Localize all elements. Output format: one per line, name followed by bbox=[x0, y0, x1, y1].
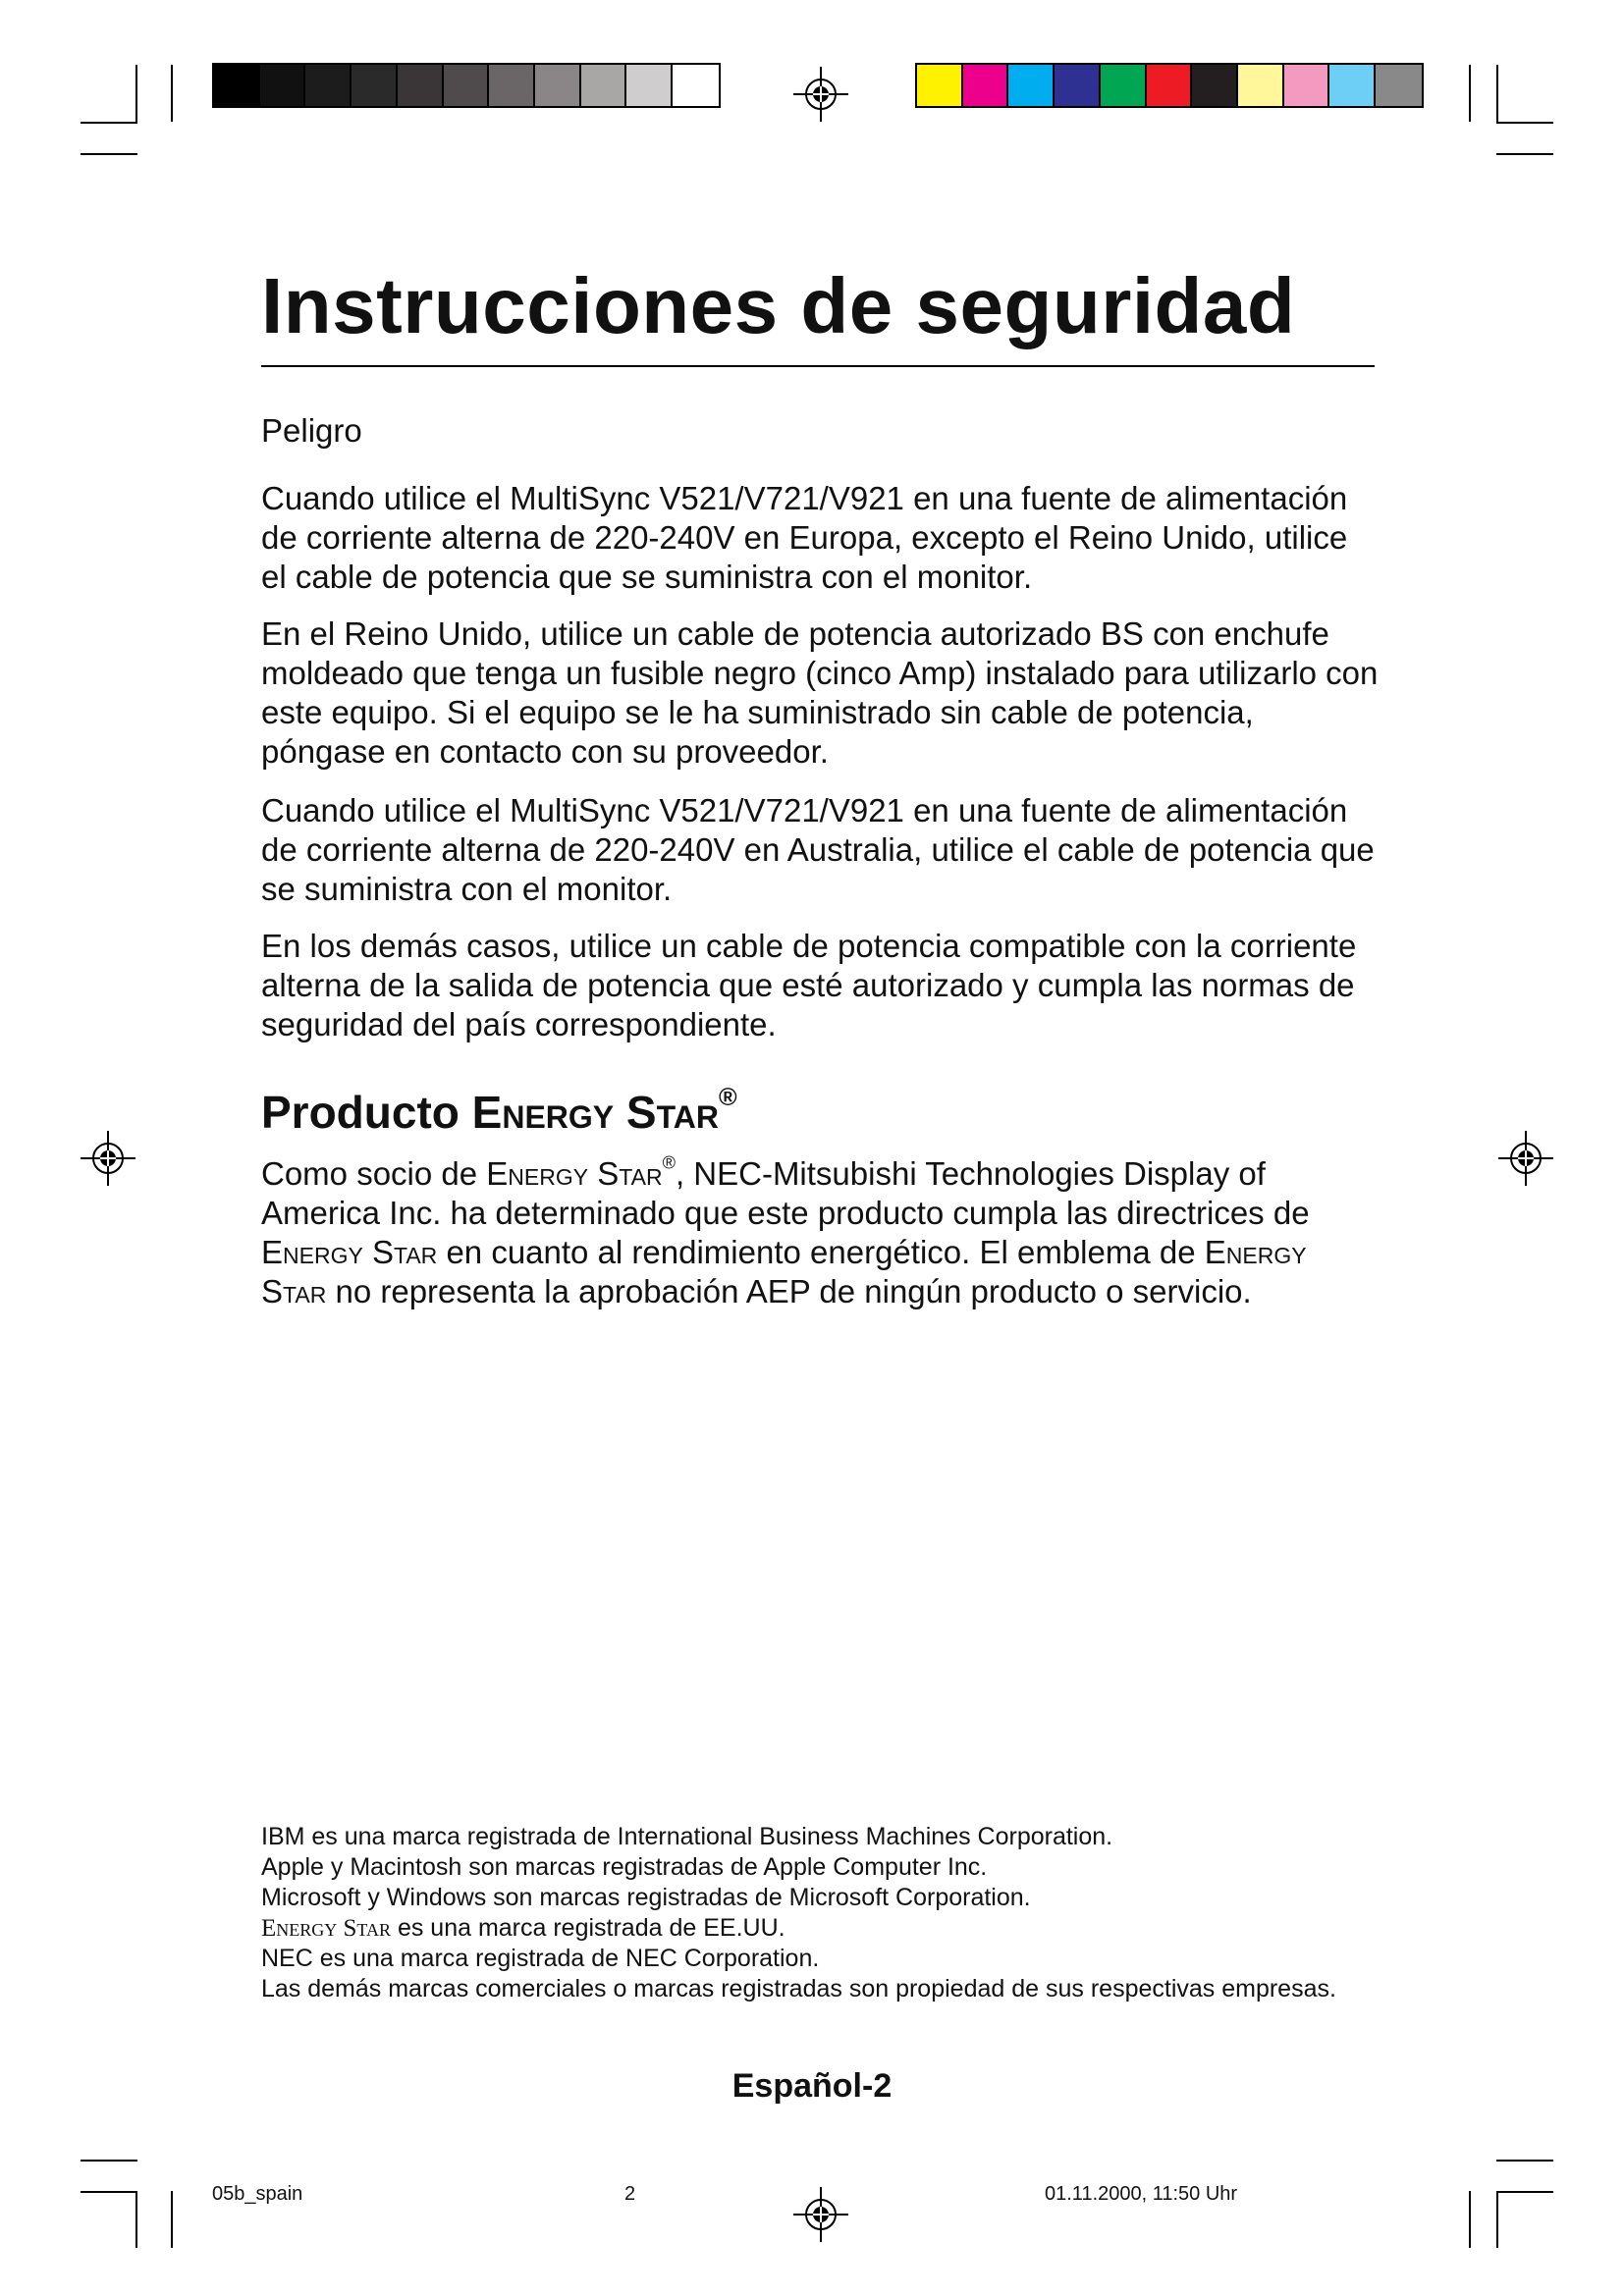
crop-mark bbox=[135, 65, 137, 122]
footer-timestamp: 01.11.2000, 11:50 Uhr bbox=[1045, 2183, 1238, 2205]
color-swatch bbox=[535, 65, 581, 106]
energy-star-text-4: no representa la aprobación AEP de ningún producto o servicio. bbox=[335, 1273, 1252, 1309]
page-title: Instrucciones de seguridad bbox=[261, 262, 1296, 349]
footer-page-number: 2 bbox=[624, 2183, 636, 2205]
trademark-line: NEC es una marca registrada de NEC Corporation. bbox=[261, 1945, 820, 1972]
crop-mark bbox=[1496, 2160, 1553, 2162]
trademark-line: Las demás marcas comerciales o marcas registradas son propiedad de sus respectivas empresas. bbox=[261, 1975, 1336, 2002]
color-swatch bbox=[673, 65, 719, 106]
color-swatch bbox=[1329, 65, 1376, 106]
crop-mark bbox=[1496, 153, 1553, 155]
color-swatch bbox=[214, 65, 260, 106]
crop-mark bbox=[81, 2191, 137, 2193]
crop-mark bbox=[1496, 65, 1498, 122]
color-swatch bbox=[581, 65, 627, 106]
energy-star-brand: Energy Star bbox=[261, 1234, 438, 1270]
warning-label: Peligro bbox=[261, 412, 362, 449]
energy-star-text-3: en cuanto al rendimiento energético. El emblema de bbox=[446, 1234, 1196, 1270]
trademark-line: IBM es una marca registrada de International Business Machines Corporation. bbox=[261, 1823, 1113, 1850]
crop-mark bbox=[1496, 2191, 1498, 2248]
energy-star-text-2: , NEC-Mitsubishi Technologies Display of America Inc. ha determinado que este producto cumpla las directrices de bbox=[261, 1155, 1310, 1231]
registered-symbol: ® bbox=[719, 1084, 737, 1112]
safety-paragraph-uk: En el Reino Unido, utilice un cable de potencia autorizado BS con enchufe moldeado que tenga un fusible negro (cinco Amp) instalado para utilizarlo con este equipo. Si el equipo se le ha suministrado sin cable de potencia, póngase en contacto con su proveedor. bbox=[261, 615, 1379, 770]
trademark-line-text: es una marca registrada de EE.UU. bbox=[397, 1914, 785, 1942]
grayscale-calibration-bar bbox=[212, 63, 721, 108]
crop-mark bbox=[1469, 2191, 1471, 2248]
color-swatch bbox=[1238, 65, 1284, 106]
footer-filename: 05b_spain bbox=[212, 2183, 303, 2205]
color-swatch bbox=[963, 65, 1009, 106]
energy-star-heading bbox=[261, 1086, 737, 1139]
energy-star-brand: Energy Star bbox=[261, 1234, 1307, 1309]
safety-paragraph-other: En los demás casos, utilice un cable de potencia compatible con la corriente alterna de la salida de potencia que esté autorizado y cumpla las normas de seguridad del país correspondiente. bbox=[261, 928, 1357, 1042]
color-swatch bbox=[626, 65, 673, 106]
color-swatch bbox=[917, 65, 963, 106]
safety-paragraph-australia: Cuando utilice el MultiSync V521/V721/V921 en una fuente de alimentación de corriente alterna de 220-240V en Australia, utilice el cable de potencia que se suministra con el monitor. bbox=[261, 792, 1375, 907]
energy-star-text-1: Como socio de bbox=[261, 1155, 478, 1192]
safety-paragraph-europe: Cuando utilice el MultiSync V521/V721/V921 en una fuente de alimentación de corriente alterna de 220-240V en Europa, excepto el Reino Unido, utilice el cable de potencia que se suministra con el monitor. bbox=[261, 480, 1348, 595]
registration-mark-icon bbox=[1498, 1131, 1553, 1186]
registration-mark-icon bbox=[81, 1131, 135, 1186]
title-divider bbox=[261, 365, 1375, 367]
crop-mark bbox=[81, 153, 137, 155]
color-swatch bbox=[1147, 65, 1193, 106]
color-swatch bbox=[1055, 65, 1101, 106]
color-swatch bbox=[1008, 65, 1055, 106]
color-swatch bbox=[1192, 65, 1238, 106]
energy-star-brand: Energy Star bbox=[471, 1087, 720, 1138]
crop-mark bbox=[1469, 65, 1471, 122]
registration-mark-icon bbox=[793, 67, 848, 122]
energy-star-paragraph bbox=[261, 1154, 1380, 1311]
crop-mark bbox=[81, 122, 137, 124]
color-swatch bbox=[444, 65, 490, 106]
trademark-notes bbox=[261, 1822, 1380, 2004]
color-calibration-bar bbox=[915, 63, 1424, 108]
color-swatch bbox=[260, 65, 306, 106]
color-swatch bbox=[398, 65, 444, 106]
trademark-line: Microsoft y Windows son marcas registradas de Microsoft Corporation. bbox=[261, 1884, 1031, 1911]
color-swatch bbox=[305, 65, 352, 106]
color-swatch bbox=[1376, 65, 1422, 106]
crop-mark bbox=[171, 2191, 173, 2248]
energy-star-brand: Energy Star bbox=[261, 1915, 391, 1942]
crop-mark bbox=[171, 65, 173, 122]
registration-mark-icon bbox=[793, 2187, 848, 2242]
page-number-label: Español-2 bbox=[731, 2067, 893, 2105]
crop-mark bbox=[1496, 2191, 1553, 2193]
color-swatch bbox=[489, 65, 535, 106]
color-swatch bbox=[352, 65, 398, 106]
heading-prefix: Producto bbox=[261, 1087, 460, 1138]
crop-mark bbox=[81, 2160, 137, 2162]
energy-star-brand: Energy Star bbox=[486, 1155, 663, 1192]
color-swatch bbox=[1284, 65, 1330, 106]
trademark-line bbox=[261, 1913, 1380, 1944]
registered-symbol: ® bbox=[662, 1152, 676, 1173]
crop-mark bbox=[1496, 122, 1553, 124]
color-swatch bbox=[1101, 65, 1147, 106]
trademark-line: Apple y Macintosh son marcas registradas de Apple Computer Inc. bbox=[261, 1853, 988, 1881]
crop-mark bbox=[135, 2191, 137, 2248]
